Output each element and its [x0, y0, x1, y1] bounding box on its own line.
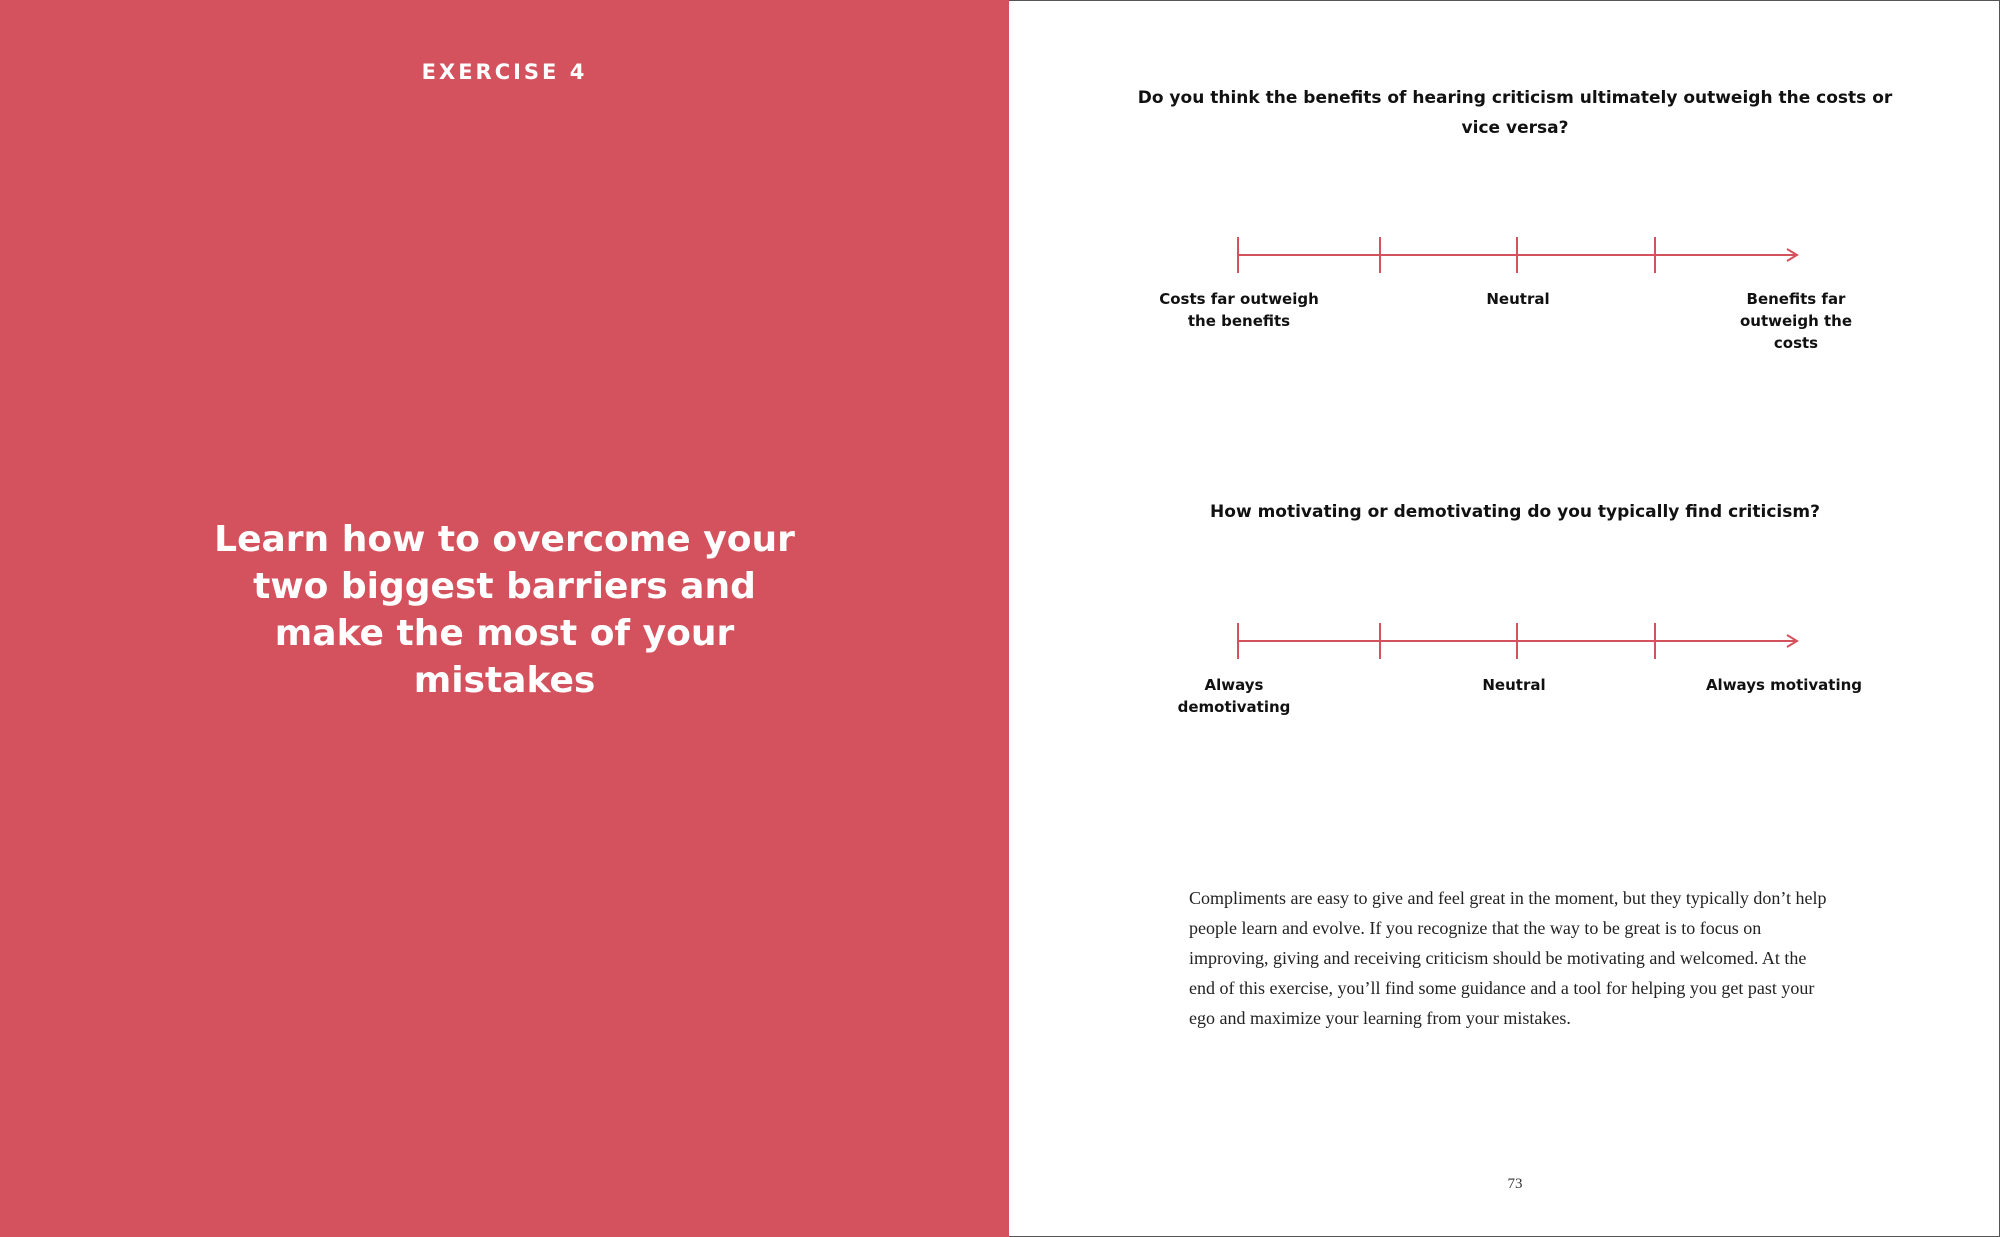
scale-benefits-vs-costs [1180, 225, 1810, 285]
scale1-label-left: Costs far outweigh the benefits [1159, 290, 1319, 330]
page-number: 73 [1507, 1176, 1523, 1192]
body-paragraph: Compliments are easy to give and feel great in the moment, but they typically don’t help people learn and evolve. If you recognize that the way to be great is to focus on improving, giving and receiving criticism should be motivating and welcomed. At the end of this exercise, you’ll find some guidance and a tool for helping you get past your ego and maximize your learning from your mistakes. [1189, 888, 1827, 1028]
scale2-label-middle: Neutral [1482, 676, 1546, 694]
exercise-label: EXERCISE 4 [421, 60, 588, 84]
scale2-label-left: Always demotivating [1177, 676, 1291, 716]
scale1-label-right: Benefits far outweigh the costs [1740, 290, 1852, 352]
question-benefits-vs-costs: Do you think the benefits of hearing criticism ultimately outweigh the costs or vice versa? [1137, 88, 1893, 138]
headline: Learn how to overcome your two biggest barriers and make the most of your mistakes [214, 519, 795, 701]
scale-motivating [1180, 611, 1810, 671]
question-motivating: How motivating or demotivating do you typically find criticism? [1210, 502, 1820, 522]
scale1-label-middle: Neutral [1486, 290, 1550, 308]
scale2-label-right: Always motivating [1705, 676, 1863, 694]
